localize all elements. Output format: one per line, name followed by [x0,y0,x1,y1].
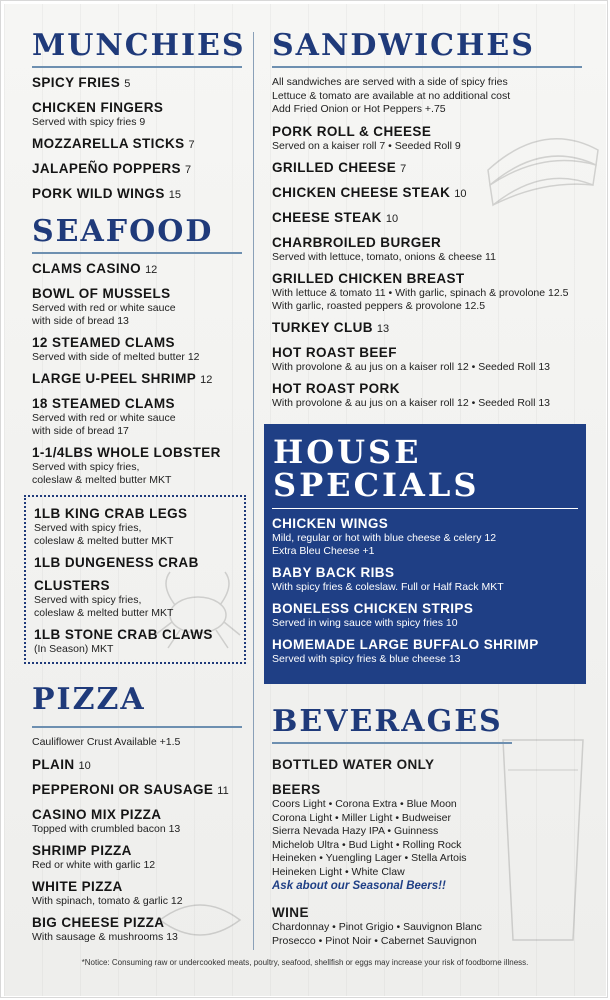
seasonal-beers-callout: Ask about our Seasonal Beers!! [272,880,446,892]
item-description: (In Season) MKT [34,643,114,655]
item-name: MOZZARELLA STICKS [32,136,185,151]
menu-item [32,444,242,487]
item-name: HOT ROAST PORK [272,380,400,396]
item-description: Served with spicy fries, [34,522,142,534]
crab-specials-box [24,495,246,664]
item-description: Extra Bleu Cheese +1 [272,545,375,557]
item-name: CASINO MIX PIZZA [32,806,162,822]
sandwiches-title: SANDWICHES [272,28,535,63]
item-description: With spinach, tomato & garlic 12 [32,894,183,907]
right-column [272,30,582,410]
beverages-rule [272,742,512,744]
menu-item [32,99,242,129]
item-price: 12 [145,264,158,276]
menu-item [272,636,578,666]
item-description: Served in wing sauce with spicy fries 10 [272,617,458,629]
item-name: 18 STEAMED CLAMS [32,396,175,411]
item-price: 12 [200,374,213,386]
item-description: With provolone & au jus on a kaiser roll 12 • Seeded Roll 13 [272,360,550,373]
item-price: 10 [78,759,91,772]
menu-item [272,319,582,338]
item-name: JALAPEÑO POPPERS [32,161,181,176]
menu-item [32,395,242,438]
menu-item [32,260,242,279]
left-column [32,28,246,944]
item-description: with side of bread 13 [32,315,129,327]
beverages-title: BEVERAGES [272,704,503,739]
item-description: With lettuce & tomato 11 • With garlic, spinach & provolone 12.5 [272,286,569,299]
item-name: 1LB DUNGENESS CRAB [34,555,199,570]
pizza-rule [32,726,242,728]
item-price: 7 [400,162,407,175]
menu-item [32,842,242,872]
munchies-rule [32,66,242,68]
item-name: CLUSTERS [34,578,110,593]
item-name: BONELESS CHICKEN STRIPS [272,601,474,616]
item-description: coleslaw & melted butter MKT [32,474,172,486]
item-price: 10 [385,212,399,225]
item-description: coleslaw & melted butter MKT [34,535,174,547]
item-price: 7 [184,164,192,176]
pizza-title: PIZZA [32,682,146,717]
item-description: Mild, regular or hot with blue cheese & celery 12 [272,532,497,544]
item-name: BIG CHEESE PIZZA [32,914,165,930]
item-name: CHARBROILED BURGER [272,234,442,250]
item-name: 12 STEAMED CLAMS [32,335,175,350]
item-name: 1LB KING CRAB LEGS [34,506,188,521]
menu-item [272,515,578,558]
foodborne-illness-notice: *Notice: Consuming raw or undercooked meats, poultry, seafood, shellfish or eggs may increase your risk of foodborne illness. [81,958,529,967]
item-name: BABY BACK RIBS [272,565,395,580]
menu-item [34,505,236,548]
pizza-note: Cauliflower Crust Available +1.5 [32,736,181,748]
menu-item [272,209,582,228]
item-price: 13 [376,322,390,335]
item-description: Served on a kaiser roll 7 • Seeded Roll 9 [272,139,461,152]
menu-item [32,285,242,328]
item-description: Served with red or white sauce [32,302,176,314]
menu-item [272,600,578,630]
menu-item [32,160,242,179]
column-divider [253,32,254,950]
item-name: HOMEMADE LARGE BUFFALO SHRIMP [272,637,539,652]
menu-item [32,781,242,800]
beer-list-line: Heineken • Yuengling Lager • Stella Artois [272,852,467,864]
menu-item [272,380,582,410]
menu-item [272,344,582,374]
item-name: PORK ROLL & CHEESE [272,123,432,139]
beer-list-line: Michelob Ultra • Bud Light • Rolling Rock [272,838,462,851]
item-description: Served with spicy fries, [32,461,140,473]
wine-list-line: Chardonnay • Pinot Grigio • Sauvignon Blanc [272,921,482,933]
item-name: BOWL OF MUSSELS [32,286,171,301]
item-description: coleslaw & melted butter MKT [34,607,174,619]
menu-item [32,185,242,204]
item-price: 11 [217,784,229,797]
beverages-section [272,706,572,948]
beer-list-line: Sierra Nevada Hazy IPA • Guinness [272,825,439,837]
item-price: 10 [454,187,467,200]
item-name: 1-1/4LBS WHOLE LOBSTER [32,445,221,460]
item-description: With spicy fries & coleslaw. Full or Half Rack MKT [272,581,504,593]
item-description: Served with side of melted butter 12 [32,351,200,363]
beer-list-line: Corona Light • Miller Light • Budweiser [272,811,451,824]
item-description: With sausage & mushrooms 13 [32,930,178,943]
menu-item [272,270,582,313]
menu-item [32,878,242,908]
sandwiches-note: Add Fried Onion or Hot Peppers +.75 [272,103,446,115]
house-specials-rule [272,508,578,509]
menu-item [32,370,242,389]
item-name: CLAMS CASINO [32,261,142,276]
house-specials-panel [264,424,586,684]
item-description: Red or white with garlic 12 [32,858,156,871]
beer-list-line: Coors Light • Corona Extra • Blue Moon [272,798,457,810]
item-name: SHRIMP PIZZA [32,842,132,858]
menu-item [32,74,242,93]
beer-list-line: Heineken Light • White Claw [272,865,405,878]
item-name: HOT ROAST BEEF [272,344,397,360]
item-name: LARGE U-PEEL SHRIMP [32,371,197,386]
item-name: TURKEY CLUB [272,319,373,335]
wine-label: WINE [272,905,309,920]
house-specials-title-line2: SPECIALS [273,466,480,504]
item-name: GRILLED CHICKEN BREAST [272,270,465,286]
item-description: Served with spicy fries, [34,594,142,606]
menu-item [272,184,582,203]
beers-label: BEERS [272,782,321,797]
menu-item [32,756,242,775]
item-name: 1LB STONE CRAB CLAWS [34,627,213,642]
menu-item [272,123,582,153]
item-name: CHICKEN FINGERS [32,100,164,115]
item-name: CHEESE STEAK [272,209,382,225]
item-name: SPICY FRIES [32,75,121,90]
house-specials-title-line1: HOUSE [273,433,422,471]
menu-item [32,135,242,154]
item-description: Topped with crumbled bacon 13 [32,822,181,835]
menu-item [32,334,242,364]
menu-item [34,554,236,620]
item-name: GRILLED CHEESE [272,159,397,175]
item-name: CHICKEN CHEESE STEAK [272,184,451,200]
item-price: 15 [168,189,181,201]
menu-item [272,564,578,594]
menu-item [32,806,242,836]
menu-item [32,914,242,944]
seafood-rule [32,252,242,254]
munchies-title: MUNCHIES [32,28,246,63]
menu-item [272,234,582,264]
menu-item [34,626,236,656]
item-description: Served with red or white sauce [32,412,176,424]
sandwiches-note: Lettuce & tomato are available at no additional cost [272,89,511,102]
item-name: PORK WILD WINGS [32,186,165,201]
seafood-title: SEAFOOD [32,214,214,249]
sandwiches-rule [272,66,582,68]
item-description: Served with spicy fries 9 [32,116,146,128]
item-price: 5 [124,78,131,90]
item-description: Served with spicy fries & blue cheese 13 [272,653,461,665]
wine-list-line: Prosecco • Pinot Noir • Cabernet Sauvignon [272,934,477,947]
item-name: PLAIN [32,756,75,772]
sandwiches-note: All sandwiches are served with a side of spicy fries [272,76,508,88]
item-name: PEPPERONI OR SAUSAGE [32,781,214,797]
item-price: 7 [188,139,195,151]
menu-item [272,159,582,178]
item-name: WHITE PIZZA [32,878,123,894]
bottled-water-label: BOTTLED WATER ONLY [272,757,435,772]
item-description: with side of bread 17 [32,425,129,437]
item-name: CHICKEN WINGS [272,516,389,531]
item-description: Served with lettuce, tomato, onions & cheese 11 [272,250,496,263]
item-description: With provolone & au jus on a kaiser roll 12 • Seeded Roll 13 [272,396,550,409]
item-description: With garlic, roasted peppers & provolone 12.5 [272,299,486,312]
